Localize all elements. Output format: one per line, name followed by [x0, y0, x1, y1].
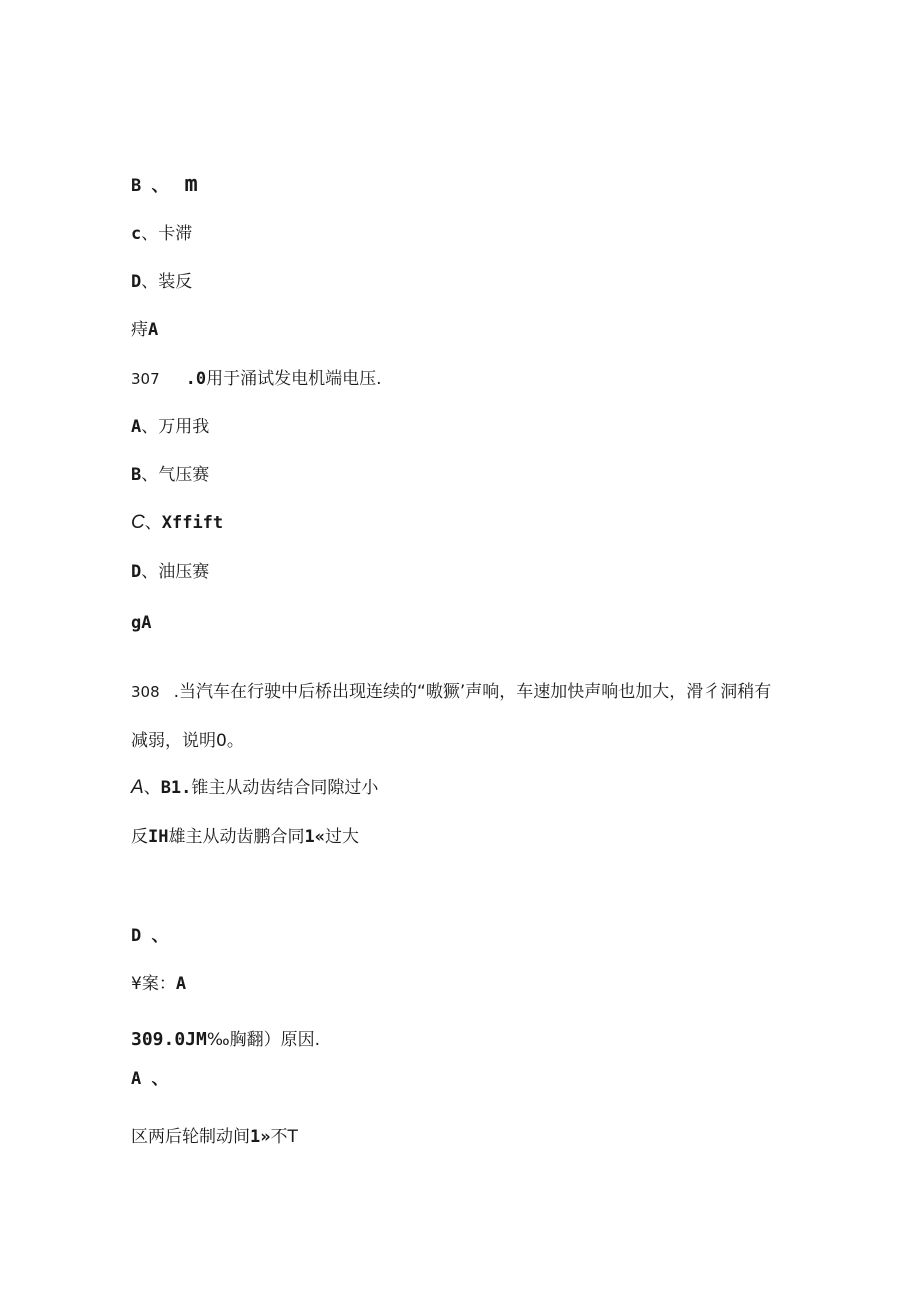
question-308-cont: [131, 730, 244, 752]
question-307-number: 307: [131, 370, 160, 388]
option-309-b: [131, 1126, 298, 1148]
question-309-text: ‰胸翻）原因.: [206, 1030, 321, 1050]
option-b: [131, 174, 198, 197]
option-308-a-code: B1.: [160, 778, 192, 798]
question-308-text: .当汽车在行驶中后桥出现连续的“嗷獗’声响，车速加快声响也加大，滑彳洞稍有: [173, 682, 772, 702]
question-309: [131, 1029, 320, 1051]
option-308-b: [131, 826, 359, 848]
question-308-number: 308: [131, 683, 160, 701]
option-308-b-text: 雄主从动齿鹏合同: [168, 827, 305, 847]
question-307-blank: .0: [185, 369, 207, 389]
option-309-a: [131, 1068, 168, 1090]
answer-1-prefix: 痔: [131, 320, 148, 340]
option-307-d-text: 、油压赛: [141, 562, 210, 582]
option-307-c: [131, 512, 223, 534]
question-307-text: 用于涌试发电机端电压.: [206, 369, 382, 389]
option-c-label: c: [131, 224, 142, 244]
option-307-b-label: B: [131, 465, 142, 485]
option-307-a-text: 、万用我: [141, 417, 210, 437]
question-308-text-2: 减弱，说明0。: [131, 731, 244, 751]
option-308-b-num: 1«: [304, 827, 325, 847]
option-308-b-code: IH: [148, 827, 169, 847]
option-309-a-label: A 、: [131, 1069, 169, 1089]
option-c-text: 、卡滞: [141, 224, 193, 244]
option-309-b-text: 区两后轮制动间: [131, 1127, 250, 1147]
answer-1: [131, 319, 158, 341]
option-d-text: 、装反: [141, 272, 193, 292]
question-309-code: 309.0JM: [131, 1029, 207, 1050]
option-308-a-text: 锥主从动齿结合同隙过小: [191, 778, 379, 798]
question-307: [131, 368, 382, 390]
option-b-text: m: [184, 172, 198, 197]
option-d: [131, 271, 192, 293]
question-308: [131, 681, 771, 703]
option-307-c-text: Xffift: [161, 513, 224, 533]
option-308-d: [131, 925, 168, 947]
answer-3: [131, 973, 186, 995]
option-c: [131, 223, 192, 245]
option-d-label: D: [131, 272, 142, 292]
option-309-b-text-end: 不T: [270, 1127, 298, 1147]
option-308-a-label: A: [131, 777, 144, 798]
option-307-c-label: C: [131, 512, 145, 533]
answer-1-value: A: [148, 320, 159, 340]
answer-3-prefix: ¥案：: [131, 974, 176, 994]
option-307-d-label: D: [131, 562, 142, 582]
option-307-b: [131, 464, 209, 486]
option-307-b-text: 、气压赛: [141, 465, 210, 485]
option-308-b-text-end: 过大: [324, 827, 359, 847]
answer-3-value: A: [175, 974, 187, 994]
option-308-d-label: D 、: [131, 926, 169, 946]
option-308-a-sep: 、: [143, 778, 161, 798]
option-309-b-num: 1»: [250, 1127, 271, 1147]
option-307-a-label: A: [131, 417, 142, 437]
option-308-b-prefix: 反: [131, 827, 148, 847]
answer-2-value: gA: [131, 613, 152, 633]
option-307-d: [131, 561, 209, 583]
option-b-label: B 、: [131, 176, 169, 196]
option-307-a: [131, 416, 209, 438]
option-308-a: [131, 777, 378, 799]
option-307-c-sep: 、: [144, 513, 162, 533]
answer-2: [131, 612, 151, 634]
